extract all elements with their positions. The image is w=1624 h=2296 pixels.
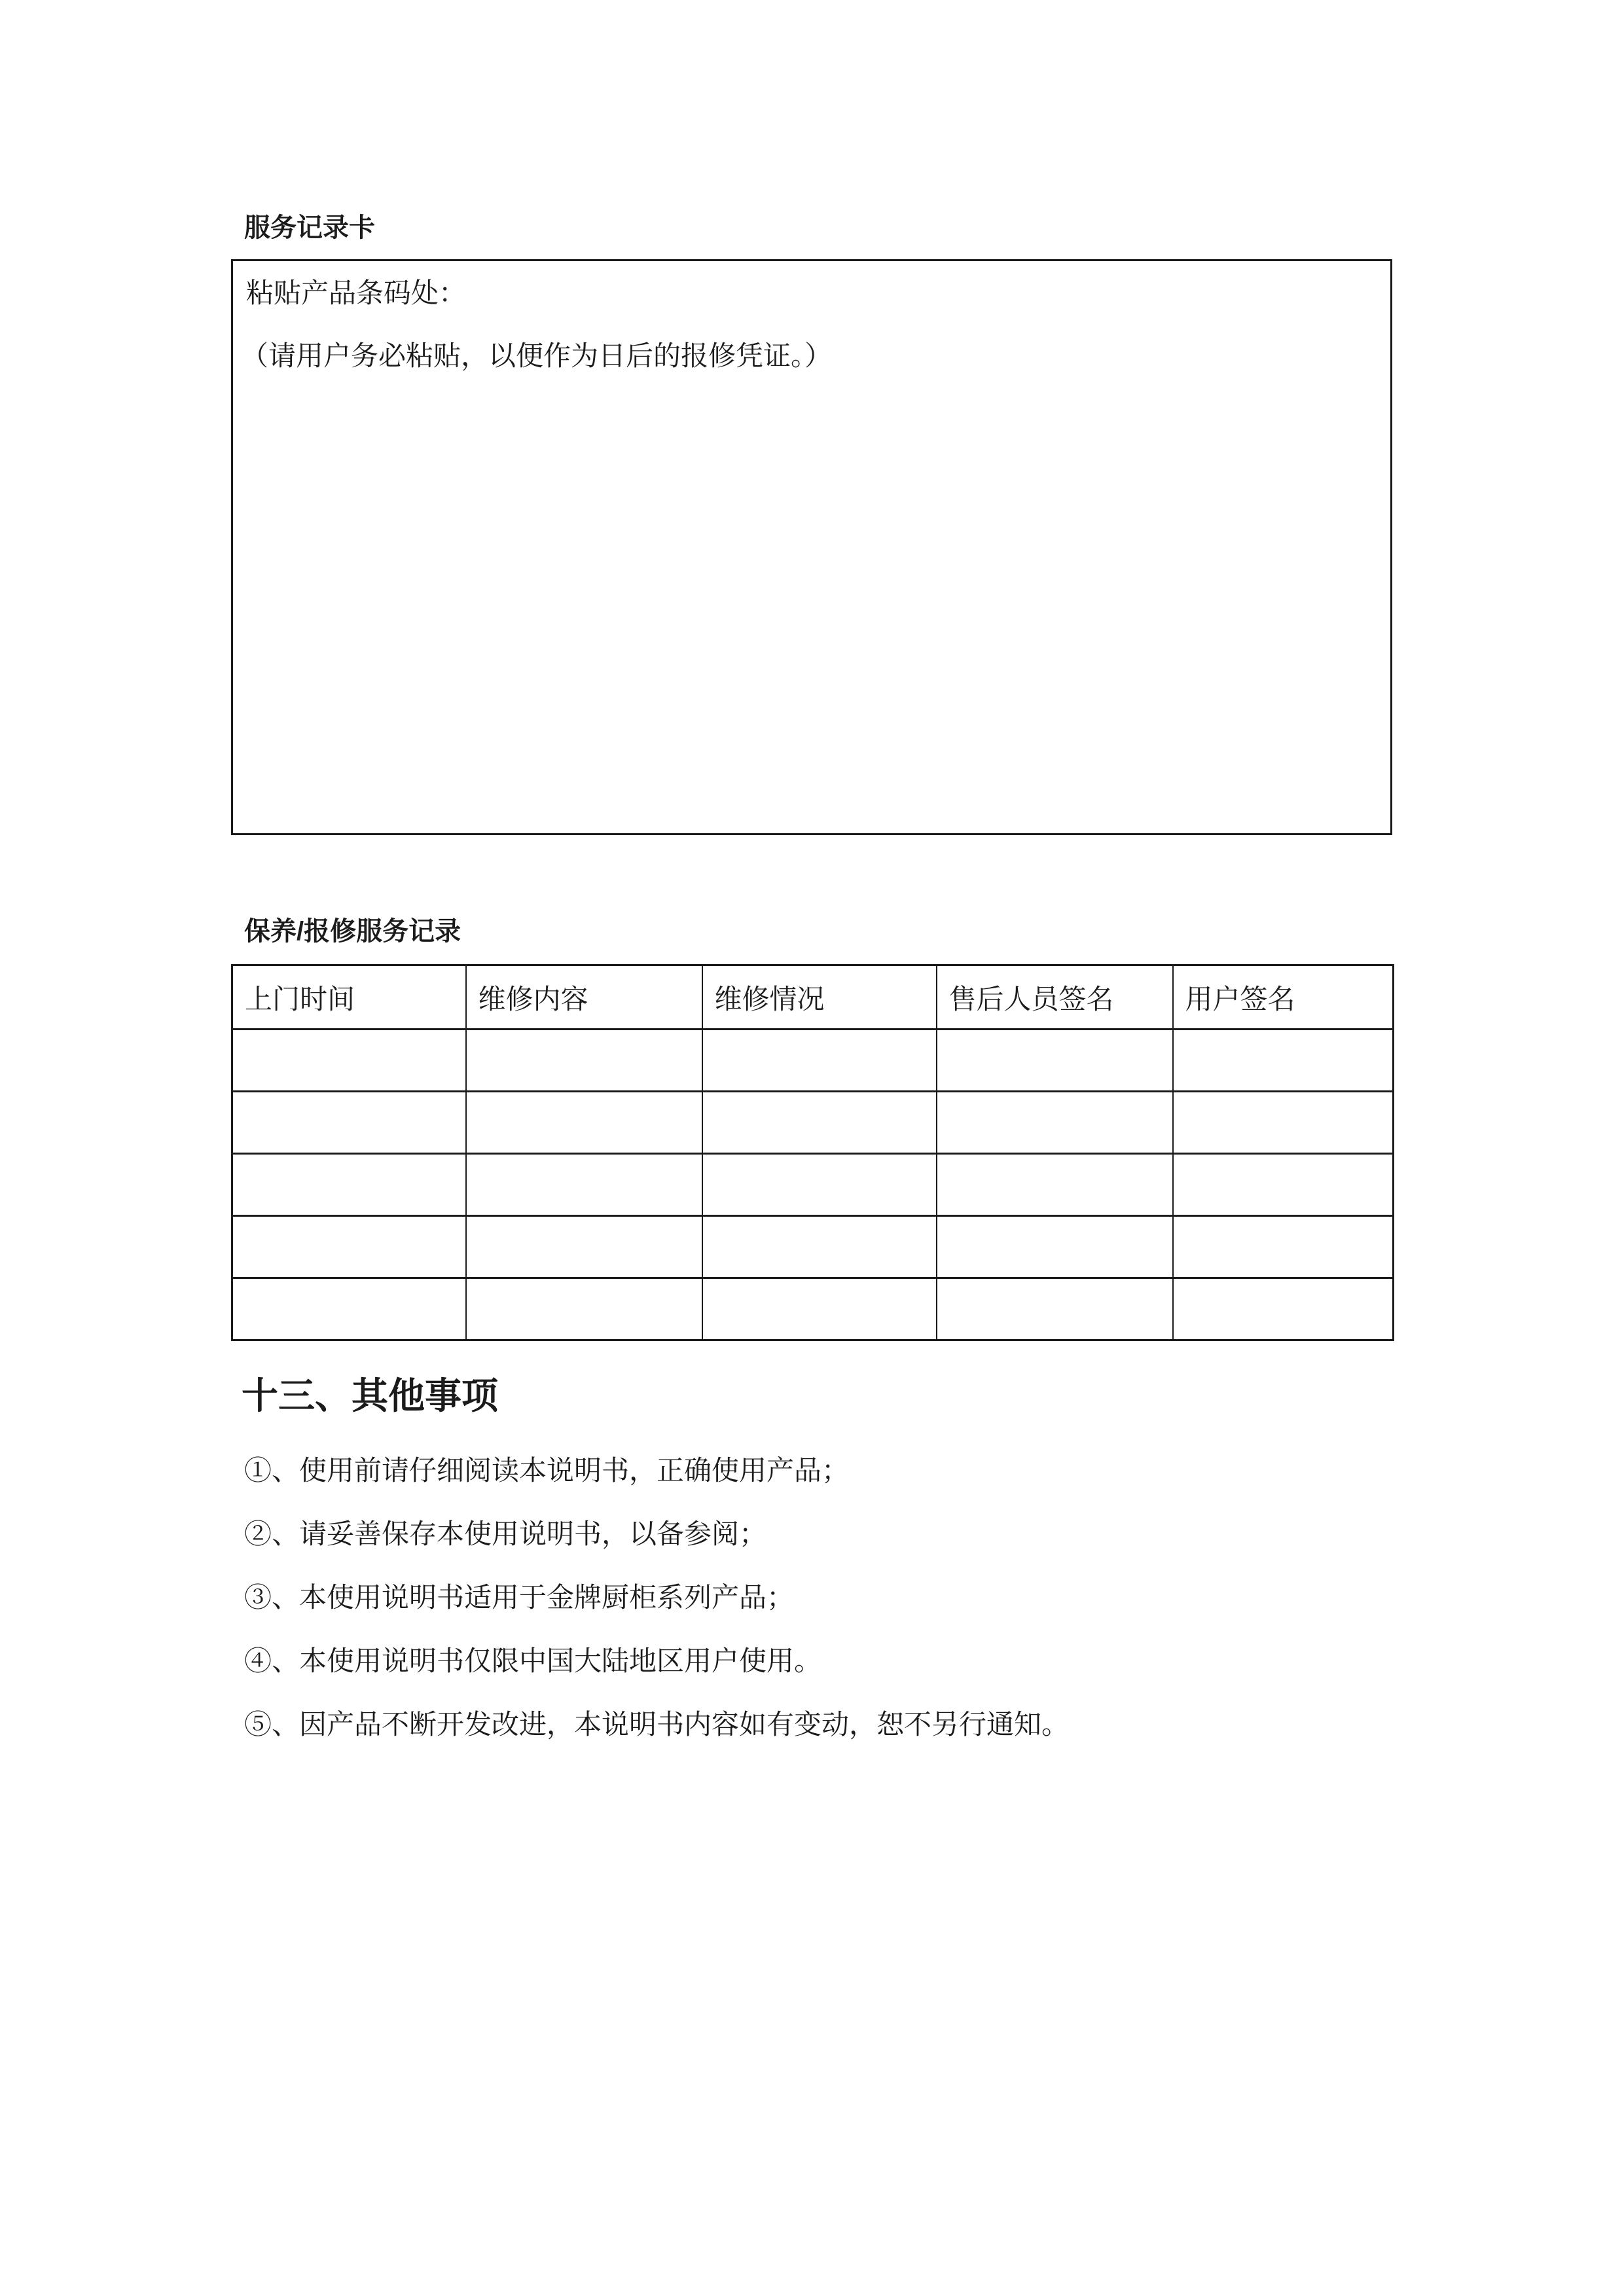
table-cell bbox=[1173, 1278, 1394, 1340]
table-cell bbox=[702, 1092, 937, 1154]
table-cell bbox=[232, 1216, 466, 1278]
other-notes-title: 十三、其他事项 bbox=[242, 1375, 498, 1416]
table-cell bbox=[702, 1278, 937, 1340]
table-row bbox=[232, 1278, 1394, 1340]
table-cell bbox=[702, 1216, 937, 1278]
table-header-row bbox=[232, 965, 1394, 1030]
table-cell bbox=[937, 1216, 1173, 1278]
list-item: ⑤、因产品不断开发改进，本说明书内容如有变动，恕不另行通知。 bbox=[244, 1709, 1070, 1740]
table-column-header: 用户签名 bbox=[1173, 965, 1394, 1030]
table-column-header: 售后人员签名 bbox=[937, 965, 1173, 1030]
barcode-box-instruction: 粘贴产品条码处： bbox=[246, 278, 467, 308]
table-cell bbox=[466, 1030, 702, 1092]
other-notes-list bbox=[244, 1457, 1396, 1774]
list-item: ②、请妥善保存本使用说明书，以备参阅； bbox=[244, 1518, 767, 1549]
table-row bbox=[232, 1030, 1394, 1092]
table-row bbox=[232, 1216, 1394, 1278]
table-cell bbox=[232, 1030, 466, 1092]
table-cell bbox=[1173, 1092, 1394, 1154]
table-cell bbox=[466, 1216, 702, 1278]
table-body bbox=[232, 1030, 1394, 1340]
table-column-header: 维修情况 bbox=[702, 965, 937, 1030]
table-cell bbox=[466, 1154, 702, 1216]
barcode-paste-box bbox=[231, 259, 1392, 835]
table-cell bbox=[702, 1154, 937, 1216]
table-cell bbox=[937, 1030, 1173, 1092]
table-cell bbox=[937, 1278, 1173, 1340]
table-cell bbox=[937, 1154, 1173, 1216]
table-column-header: 上门时间 bbox=[232, 965, 466, 1030]
list-item: ①、使用前请仔细阅读本说明书，正确使用产品； bbox=[244, 1455, 850, 1486]
table-cell bbox=[937, 1092, 1173, 1154]
table-column-header: 维修内容 bbox=[466, 965, 702, 1030]
table-cell bbox=[232, 1278, 466, 1340]
table-cell bbox=[466, 1278, 702, 1340]
list-item: ③、本使用说明书适用于金牌厨柜系列产品； bbox=[244, 1582, 795, 1613]
service-record-table bbox=[231, 964, 1394, 1341]
table-cell bbox=[702, 1030, 937, 1092]
service-record-title: 保养/报修服务记录 bbox=[244, 917, 461, 946]
table-cell bbox=[1173, 1216, 1394, 1278]
table-cell bbox=[466, 1092, 702, 1154]
table-cell bbox=[232, 1154, 466, 1216]
table-cell bbox=[1173, 1154, 1394, 1216]
barcode-box-note: （请用户务必粘贴，以便作为日后的报修凭证。） bbox=[241, 340, 833, 371]
table-row bbox=[232, 1092, 1394, 1154]
table-cell bbox=[1173, 1030, 1394, 1092]
table-row bbox=[232, 1154, 1394, 1216]
service-card-title: 服务记录卡 bbox=[244, 213, 375, 242]
table-cell bbox=[232, 1092, 466, 1154]
list-item: ④、本使用说明书仅限中国大陆地区用户使用。 bbox=[244, 1645, 822, 1676]
